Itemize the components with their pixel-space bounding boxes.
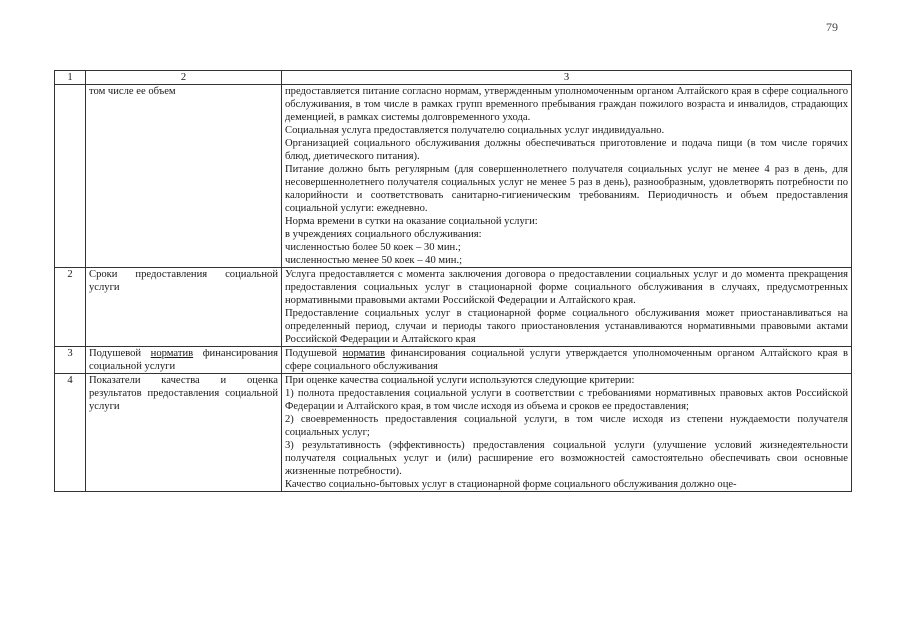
table-row xyxy=(55,347,852,374)
paragraph: Социальная услуга предоставляется получателю социальных услуг индивидуально. xyxy=(285,125,665,136)
paragraph: При оценке качества социальной услуги используются следующие критерии: xyxy=(285,375,635,386)
text-segment: Подушевой xyxy=(89,348,151,359)
row-name xyxy=(86,268,282,347)
table-row xyxy=(55,268,852,347)
row-description xyxy=(282,347,852,374)
row-name xyxy=(86,85,282,268)
services-table xyxy=(54,70,852,492)
paragraph: предоставляется питание согласно нормам, утвержденным уполномоченным органом Алтайского края в сфере социального обслуживания, в том числе в рамках групп временного пребывания граждан пожилого возраста и инвалидов, страдающих деменцией, в рамках системы долговременного ухода. xyxy=(285,86,848,123)
row-name xyxy=(86,347,282,374)
row-name-text: Показатели качества и оценка результатов предоставления социальной услуги xyxy=(89,375,278,412)
row-name-text xyxy=(89,347,278,373)
row-number: 4 xyxy=(55,374,86,492)
row-number: 2 xyxy=(55,268,86,347)
row-number xyxy=(55,85,86,268)
table-header-row xyxy=(55,71,852,85)
text-segment: финансирования социальной услуги утверждается уполномоченным органом Алтайского края в сфере социального обслуживания xyxy=(285,348,848,372)
underlined-term: норматив xyxy=(150,348,194,359)
paragraph: 3) результативность (эффективность) предоставления социальной услуги (улучшение условий жизнедеятельности получателя социальных услуг и (или) расширение его возможностей самостоятельно обеспечивать свои основные жизненные потребности). xyxy=(285,440,848,477)
paragraph: Предоставление социальных услуг в стационарной форме социального обслуживания может приостанавливаться на определенный период, случаи и периоды такого приостановления устанавливаются нормативными правовыми актами Российской Федерации и Алтайского края xyxy=(285,308,848,345)
paragraph: Норма времени в сутки на оказание социальной услуги: xyxy=(285,216,538,227)
row-name-text: Сроки предоставления социальной услуги xyxy=(89,269,278,293)
row-description xyxy=(282,374,852,492)
header-col-1: 1 xyxy=(55,71,86,85)
header-col-2: 2 xyxy=(86,71,282,85)
text-segment: финансирования социальной услуги xyxy=(89,348,279,372)
paragraph: в учреждениях социального обслуживания: xyxy=(285,229,482,240)
table-row xyxy=(55,374,852,492)
paragraph: Услуга предоставляется с момента заключения договора о предоставлении социальных услуг и до момента прекращения предоставления социальных услуг в стационарной форме социального обслуживания в случаях, предусмотренных нормативными правовыми актами Российской Федерации и Алтайского края. xyxy=(285,269,848,306)
paragraph: численностью менее 50 коек – 40 мин.; xyxy=(285,255,463,266)
paragraph: 2) своевременность предоставления социальной услуги, в том числе исходя из степени нуждаемости получателя социальных услуг; xyxy=(285,414,848,438)
paragraph: Питание должно быть регулярным (для совершеннолетнего получателя социальных услуг не менее 4 раз в день, для несовершеннолетнего получателя социальных услуг не менее 5 раз в день), разнообразным, удовлетворять потребности по калорийности и соответствовать санитарно-гигиеническим требованиям. Периодичность и объем предоставления социальной услуги: ежедневно. xyxy=(285,164,848,214)
row-name xyxy=(86,374,282,492)
paragraph: Организацией социального обслуживания должны обеспечиваться приготовление и подача пищи (в том числе горячих блюд, диетического питания). xyxy=(285,138,848,162)
row-description xyxy=(282,85,852,268)
paragraph: численностью более 50 коек – 30 мин.; xyxy=(285,242,461,253)
row-name-text: том числе ее объем xyxy=(89,86,176,97)
text-segment: Подушевой xyxy=(285,348,343,359)
paragraph: 1) полнота предоставления социальной услуги в соответствии с требованиями нормативных правовых актов Российской Федерации и Алтайского края, в том числе исходя из объема и сроков ее предоставления; xyxy=(285,388,848,412)
header-col-3: 3 xyxy=(282,71,852,85)
paragraph xyxy=(285,347,848,373)
paragraph: Качество социально-бытовых услуг в стационарной форме социального обслуживания должно оце- xyxy=(285,479,737,490)
table-row xyxy=(55,85,852,268)
row-description xyxy=(282,268,852,347)
page-number: 79 xyxy=(826,20,838,34)
underlined-term: норматив xyxy=(342,348,386,359)
row-number: 3 xyxy=(55,347,86,374)
